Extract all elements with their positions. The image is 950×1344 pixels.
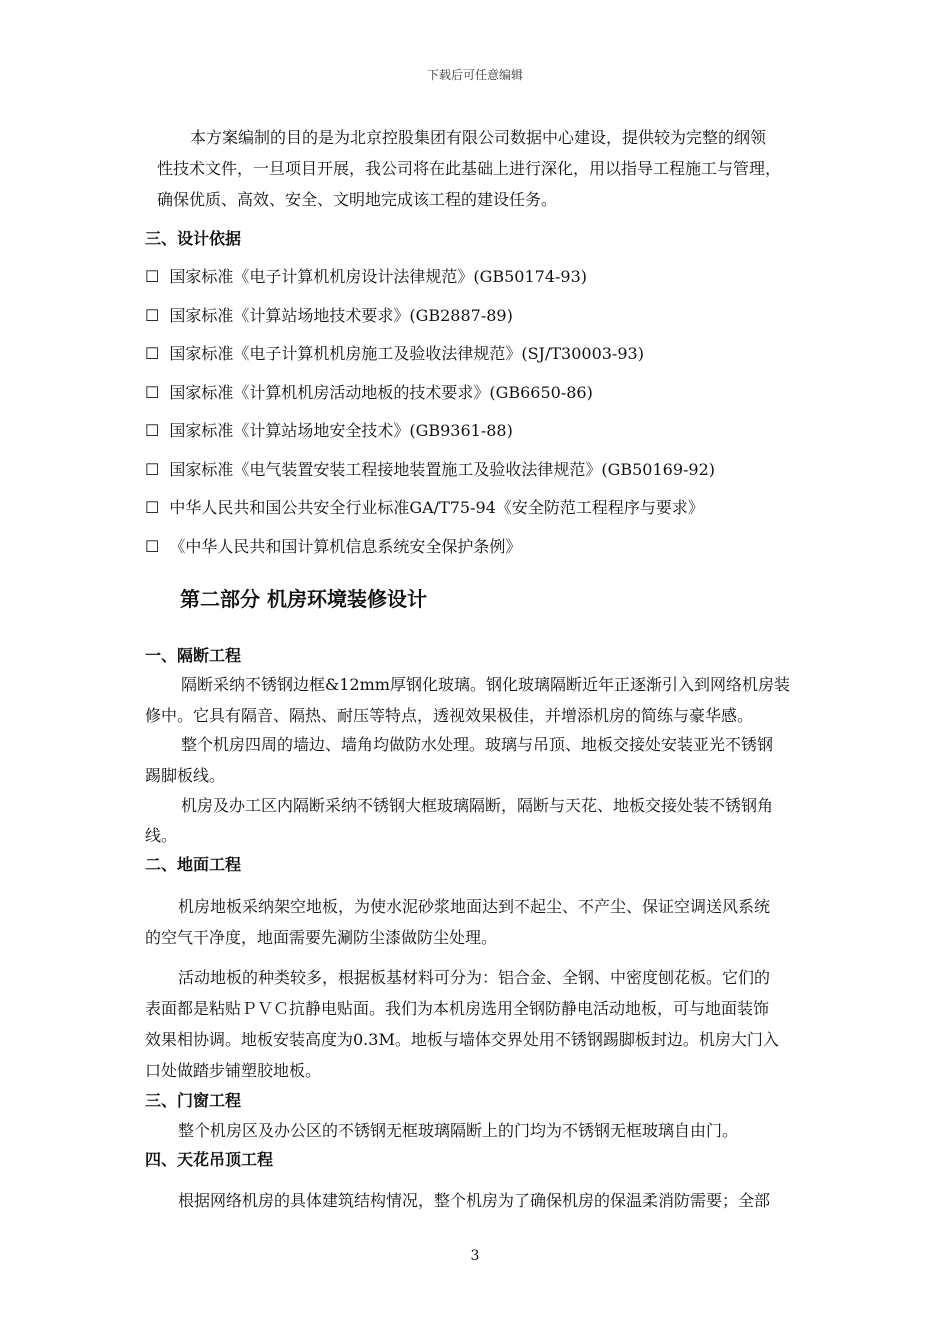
checkbox-icon: ☐ — [145, 460, 160, 479]
checkbox-icon: ☐ — [145, 383, 160, 402]
standard-item-text: 中华人民共和国公共安全行业标准GA/T75-94《安全防范工程程序与要求》 — [169, 498, 704, 517]
body-line: 机房地板采纳架空地板，为使水泥砂浆地面达到不起尘、不产尘、保证空调送风系统 — [178, 897, 771, 916]
checkbox-icon: ☐ — [145, 267, 160, 286]
body-line: 修中。它具有隔音、隔热、耐压等特点，透视效果极佳，并增添机房的简练与豪华感。 — [145, 706, 754, 725]
checkbox-icon: ☐ — [145, 537, 160, 556]
section-heading-doors-windows: 三、门窗工程 — [145, 1091, 242, 1110]
checkbox-icon: ☐ — [145, 306, 160, 325]
page-header: 下载后可任意编辑 — [426, 68, 523, 82]
standard-item — [145, 382, 593, 404]
standard-item — [145, 459, 715, 481]
standard-item — [145, 305, 513, 327]
standard-item-text: 国家标准《计算站场地技术要求》(GB2887-89) — [169, 306, 513, 325]
checkbox-icon: ☐ — [145, 421, 160, 440]
checkbox-icon: ☐ — [145, 344, 160, 363]
standard-item-text: 《中华人民共和国计算机信息系统安全保护条例》 — [169, 537, 522, 556]
body-line: 踢脚板线。 — [145, 766, 226, 785]
standard-item-text: 国家标准《计算机机房活动地板的技术要求》(GB6650-86) — [169, 383, 593, 402]
body-line: 整个机房区及办公区的不锈钢无框玻璃隔断上的门均为不锈钢无框玻璃自由门。 — [178, 1121, 739, 1140]
standard-item-text: 国家标准《计算站场地安全技术》(GB9361-88) — [169, 421, 513, 440]
body-line: 线。 — [145, 826, 178, 845]
section-heading-partition: 一、隔断工程 — [145, 646, 242, 665]
body-line: 活动地板的种类较多，根据板基材料可分为：铝合金、全钢、中密度刨花板。它们的 — [178, 968, 771, 987]
body-line: 根据网络机房的具体建筑结构情况，整个机房为了确保机房的保温柔消防需要；全部 — [178, 1191, 771, 1210]
body-line: 整个机房四周的墙边、墙角均做防水处理。玻璃与吊顶、地板交接处安装亚光不锈钢 — [181, 735, 774, 754]
standard-item — [145, 536, 521, 558]
standard-item — [145, 343, 644, 365]
section-heading-floor: 二、地面工程 — [145, 855, 242, 874]
body-line: 隔断采纳不锈钢边框&12mm厚钢化玻璃。钢化玻璃隔断近年正逐渐引入到网络机房装 — [181, 675, 790, 694]
section-heading-ceiling: 四、天花吊顶工程 — [145, 1150, 274, 1169]
body-line: 效果相协调。地板安装高度为0.3M。地板与墙体交界处用不锈钢踢脚板封边。机房大门入 — [145, 1030, 779, 1049]
standard-item — [145, 497, 704, 519]
intro-line-2: 性技术文件，一旦项目开展，我公司将在此基础上进行深化，用以指导工程施工与管理， — [157, 159, 782, 178]
standard-item-text: 国家标准《电气装置安装工程接地装置施工及验收法律规范》(GB50169-92) — [169, 460, 716, 479]
page-number: 3 — [470, 1248, 480, 1264]
section-heading-design-basis: 三、设计依据 — [145, 229, 242, 248]
body-line: 表面都是粘贴ＰＶＣ抗静电贴面。我们为本机房选用全钢防静电活动地板，可与地面装饰 — [145, 999, 770, 1018]
intro-line-1: 本方案编制的目的是为北京控股集团有限公司数据中心建设，提供较为完整的纲领 — [190, 128, 767, 147]
checkbox-icon: ☐ — [145, 498, 160, 517]
standard-item-text: 国家标准《电子计算机机房设计法律规范》(GB50174-93) — [169, 267, 588, 286]
part-title: 第二部分 机房环境装修设计 — [180, 587, 427, 611]
standard-item-text: 国家标准《电子计算机机房施工及验收法律规范》(SJ/T30003-93) — [169, 344, 644, 363]
body-line: 机房及办工区内隔断采纳不锈钢大框玻璃隔断，隔断与天花、地板交接处装不锈钢角 — [181, 796, 774, 815]
body-line: 口处做踏步铺塑胶地板。 — [145, 1061, 322, 1080]
standard-item — [145, 420, 513, 442]
intro-line-3: 确保优质、高效、安全、文明地完成该工程的建设任务。 — [157, 190, 558, 209]
body-line: 的空气干净度，地面需要先涮防尘漆做防尘处理。 — [145, 928, 498, 947]
standard-item — [145, 266, 587, 288]
